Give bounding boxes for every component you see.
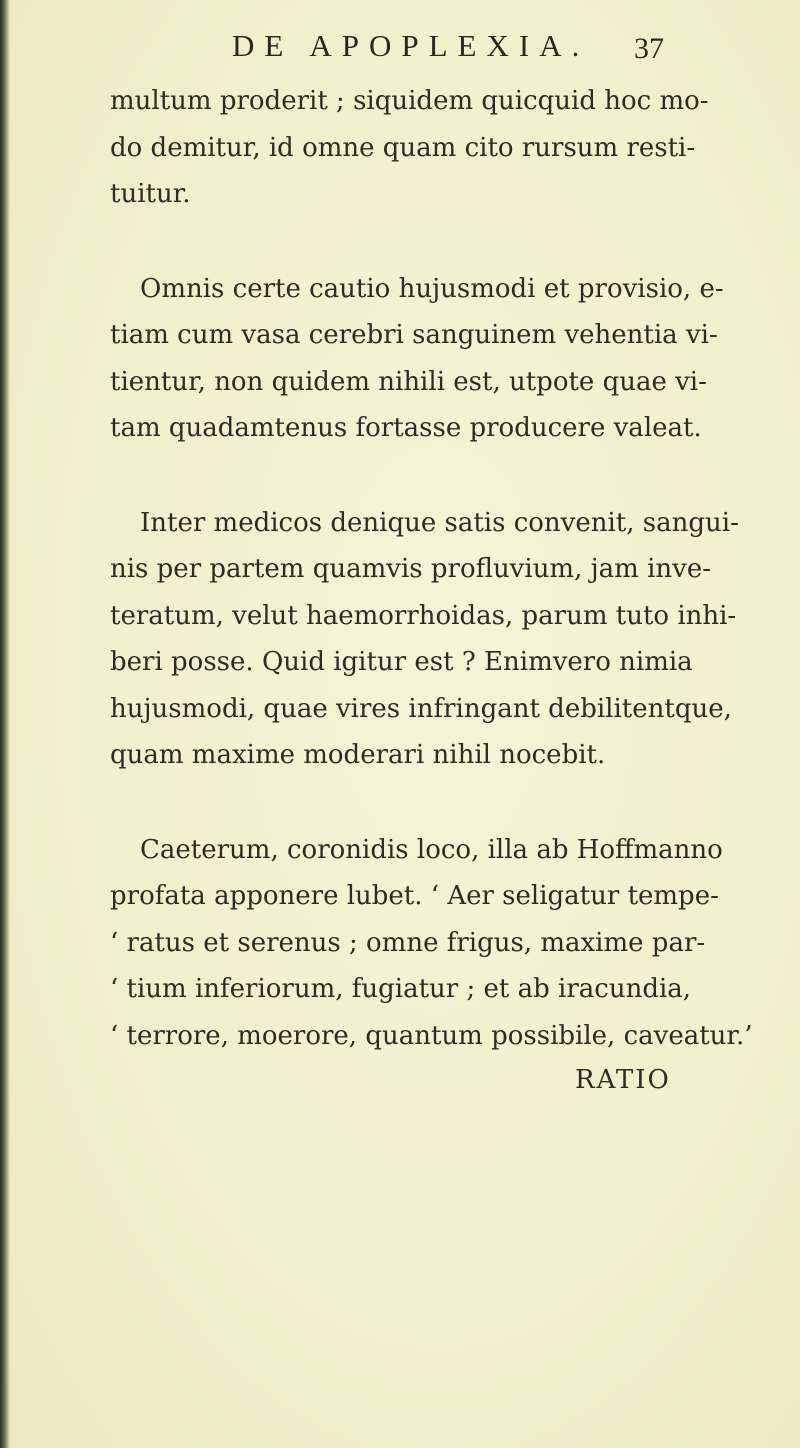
text-line: profata apponere lubet. ‘ Aer seligatur tempe- <box>110 881 719 911</box>
text-line: beri posse. Quid igitur est ? Enimvero nimia <box>110 647 693 677</box>
text-line: teratum, velut haemorrhoidas, parum tuto inhi- <box>110 600 737 631</box>
running-title: DE APOPLEXIA. <box>232 28 590 63</box>
paragraph-3 <box>110 500 750 779</box>
text-line: do demitur, id omne quam cito rursum resti- <box>110 132 696 163</box>
text-line: Inter medicos denique satis convenit, sangui- <box>140 507 739 538</box>
page-number: 37 <box>634 32 664 65</box>
text-line: ‘ tium inferiorum, fugiatur ; et ab iracundia, <box>110 974 692 1004</box>
text-line: ‘ terrore, moerore, quantum possibile, caveatur.’ <box>110 1020 753 1051</box>
text-line: ‘ ratus et serenus ; omne frigus, maxime par- <box>110 927 706 958</box>
paragraph-4 <box>110 827 753 1060</box>
text-line: multum proderit ; siquidem quicquid hoc mo- <box>110 86 709 116</box>
text-line: tuitur. <box>110 179 191 209</box>
text-line: tam quadamtenus fortasse producere valeat. <box>110 413 702 443</box>
catchword: RATIO <box>575 1065 671 1095</box>
paragraph-2 <box>110 266 750 452</box>
text-line: Caeterum, coronidis loco, illa ab Hoffmanno <box>140 834 723 865</box>
text-line: tiam cum vasa cerebri sanguinem vehentia vi- <box>110 320 718 350</box>
paragraph-1 <box>110 78 750 218</box>
body-text <box>110 78 753 1107</box>
text-line: nis per partem quamvis profluvium, jam inve- <box>110 554 712 584</box>
text-line: Omnis certe cautio hujusmodi et provisio, e- <box>140 273 724 304</box>
text-line: tientur, non quidem nihili est, utpote quae vi- <box>110 366 707 397</box>
text-line: hujusmodi, quae vires infringant debilitentque, <box>110 693 732 724</box>
gutter-shadow <box>0 0 10 1448</box>
text-line: quam maxime moderari nihil nocebit. <box>110 740 606 770</box>
